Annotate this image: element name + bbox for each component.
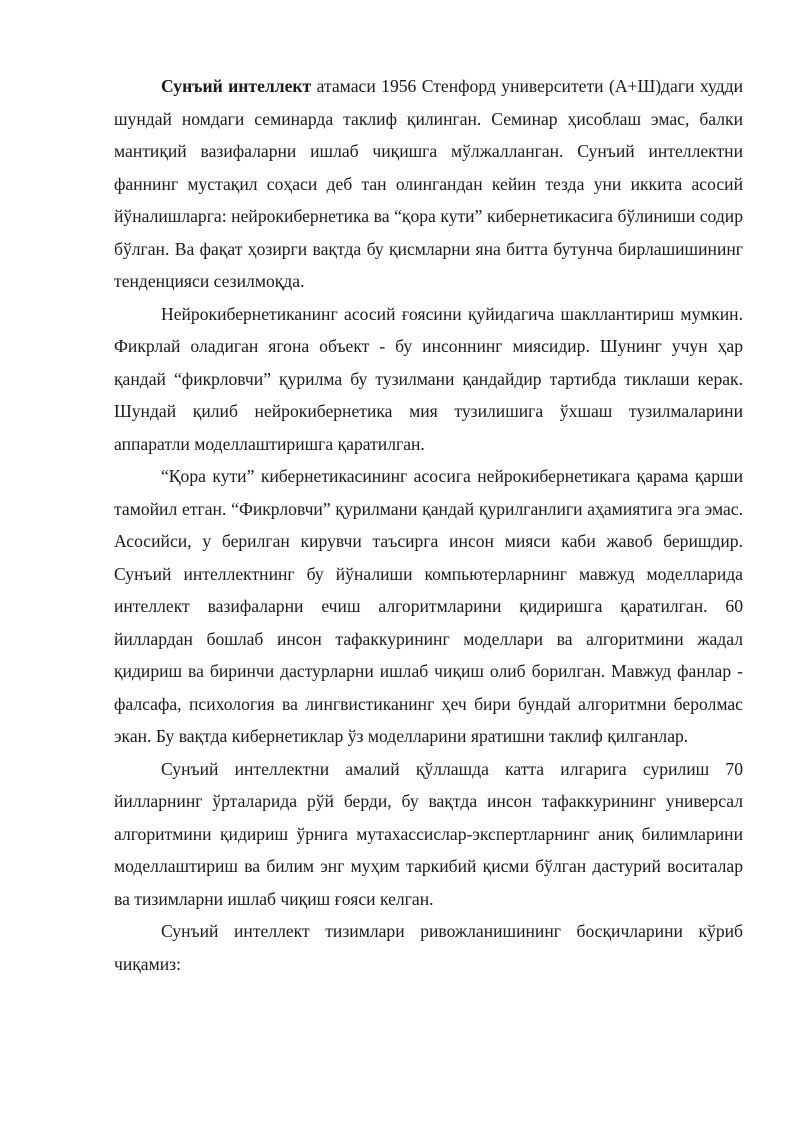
paragraph-neurocybernetics: Нейрокибернетиканинг асосий ғоясини қуйидагича шакллантириш мумкин. Фикрлай оладиган ягона объект - бу инсоннинг миясидир. Шунинг учун ҳар қандай “фикрловчи” қурилма бу тузилмани қандайдир тартибда тиклаши керак. Шундай қилиб нейрокибернетика мия тузилишига ўхшаш тузилмаларини аппаратли моделлаштиришга қаратилган. <box>114 303 743 454</box>
paragraph-expert-systems: Сунъий интеллектни амалий қўллашда катта илгарига сурилиш 70 йилларнинг ўрталарида рўй берди, бу вақтда инсон тафаккурининг универсал алгоритмини қидириш ўрнига мутахассислар-экспертларнинг аниқ билимларини моделлаштириш ва билим энг муҳим таркибий қисми бўлган дастурий воситалар ва тизимларни ишлаб чиқиш ғояси келган. <box>114 758 743 909</box>
paragraph-text: атамаси 1956 Стенфорд университети (А+Ш)даги худди шундай номдаги семинарда таклиф қилинган. Семинар ҳисоблаш эмас, балки мантиқий вазифаларни ишлаб чиқишга мўлжалланган. Сунъий интеллектни фаннинг мустақил соҳаси деб тан олингандан кейин тезда уни иккита асосий йўналишларга: нейрокибернетика ва “қора кути” кибернетикасига бўлиниши содир бўлган. Ва фақат ҳозирги вақтда бу қисмларни яна битта бутунча бирлашишининг тенденцияси сезилмоқда. <box>114 76 743 291</box>
paragraph-stages-intro: Сунъий интеллект тизимлари ривожланишининг босқичларини кўриб чиқамиз: <box>114 921 743 974</box>
bold-term: Сунъий интеллект <box>161 76 312 96</box>
document-page <box>114 70 743 980</box>
paragraph-ai-term-origin <box>114 70 743 298</box>
paragraph-black-box: “Қора кути” кибернетикасининг асосига нейрокибернетикага қарама қарши тамойил етган. “Фикрловчи” қурилмани қандай қурилганлиги аҳамиятига эга эмас. Асосийси, у берилган кирувчи таъсирга инсон мияси каби жавоб беришдир. Сунъий интеллектнинг бу йўналиши компьютерларнинг мавжуд моделларида интеллект вазифаларни ечиш алгоритмларини қидиришга қаратилган. 60 йиллардан бошлаб инсон тафаккурининг моделлари ва алгоритмини жадал қидириш ва биринчи дастурларни ишлаб чиқиш олиб борилган. Мавжуд фанлар - фалсафа, психология ва лингвистиканинг ҳеч бири бундай алгоритмни беролмас экан. Бу вақтда кибернетиклар ўз моделларини яратишни таклиф қилганлар. <box>114 466 743 746</box>
